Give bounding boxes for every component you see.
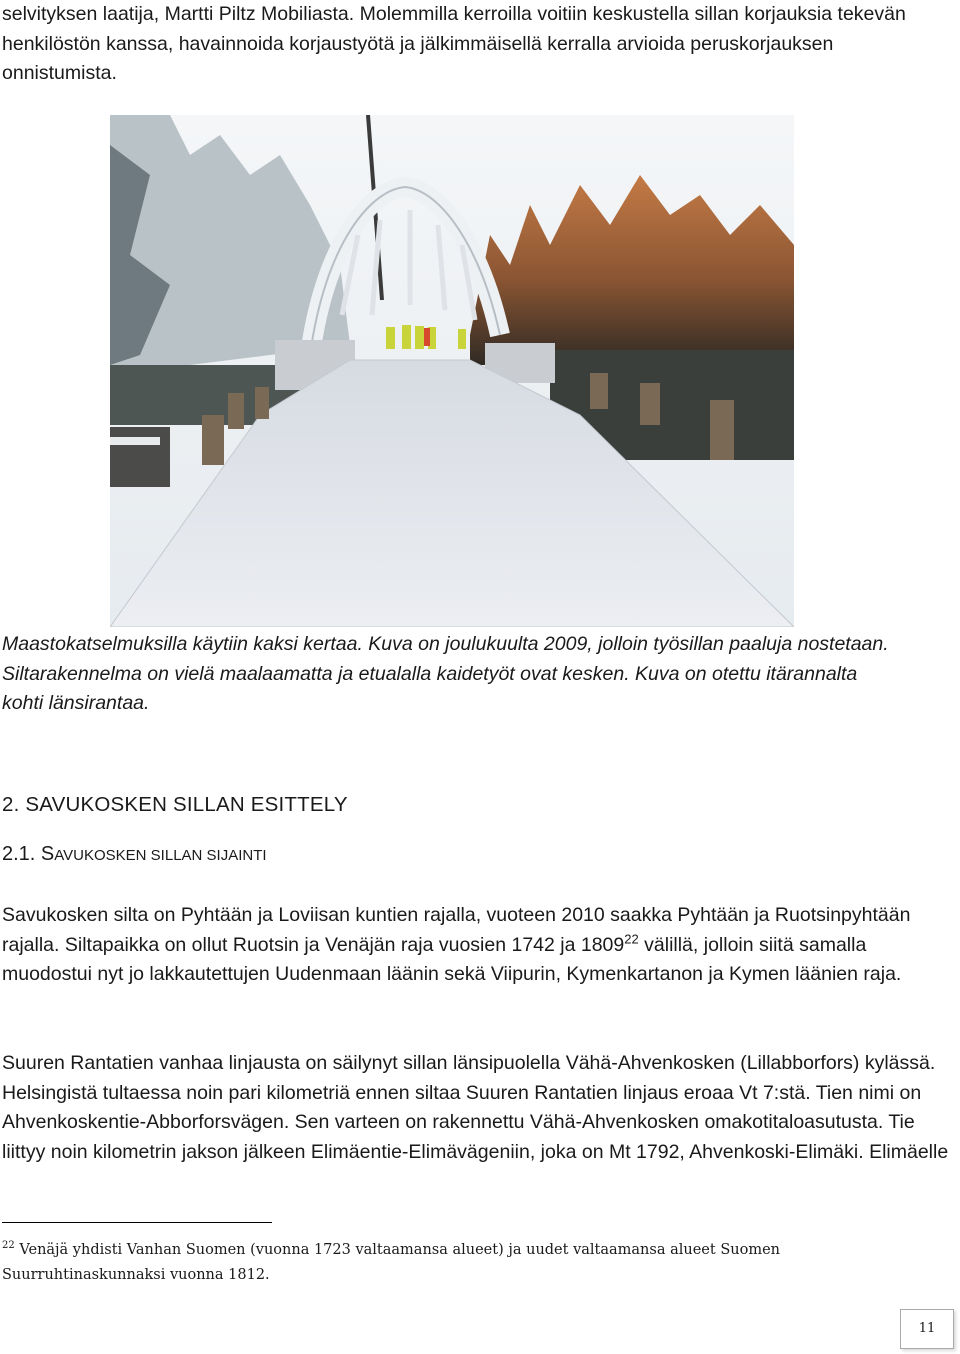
paragraph-road-history: Suuren Rantatien vanhaa linjausta on säilynyt sillan länsipuolella Vähä-Ahvenkosken (Lillabborfors) kylässä. Helsingistä tultaessa noin pari kilometriä ennen siltaa Suuren Rantatien linjaus eroaa Vt 7:stä. Tien nimi on Ahvenkoskentie-Abborforsvägen. Sen varteen on rakennettu Vähä-Ahvenkosken omakotitaloasutusta. Tie liittyy noin kilometrin jakson jälkeen Elimäentie-Elimävägeniin, joka on Mt 1792, Ahvenkoski-Elimäki. Elimäelle	[2, 1052, 949, 1163]
subsection-title: AVUKOSKEN SILLAN SIJAINTI	[54, 847, 267, 864]
section-heading: 2. SAVUKOSKEN SILLAN ESITTELY	[2, 793, 348, 816]
bridge-photo	[110, 115, 794, 627]
footnote	[2, 1233, 902, 1288]
figure-caption: Maastokatselmuksilla käytiin kaksi kertaa. Kuva on joulukuulta 2009, jolloin työsillan paaluja nostetaan. Siltarakennelma on vielä maalaamatta ja etualalla kaidetyöt ovat kesken. Kuva on otettu itärannalta kohti länsirantaa.	[2, 633, 889, 714]
paragraph-location-text-continued: välillä, jolloin siitä samalla muodostui nyt jo lakkautettujen Uudenmaan läänin sekä Viipurin, Kymenkartanon ja Kymen läänien raja.	[2, 933, 902, 985]
footnote-text: Venäjä yhdisti Vanhan Suomen (vuonna 1723 valtaamansa alueet) ja uudet valtaamansa alueet Suomen Suurruhtinaskunnaksi vuonna 1812.	[2, 1241, 780, 1283]
footnote-divider	[2, 1222, 272, 1223]
paragraph-location-text: Savukosken silta on Pyhtään ja Loviisan kuntien rajalla, vuoteen 2010 saakka Pyhtään ja Ruotsinpyhtään rajalla. Siltapaikka on ollut Ruotsin ja Venäjän raja vuosien 1742 ja 1809	[2, 904, 911, 956]
footnote-number: 22	[2, 1240, 15, 1251]
footnote-reference[interactable]: 22	[624, 931, 639, 946]
subsection-number: 2.1. S	[2, 843, 55, 865]
paragraph-location	[2, 901, 952, 990]
subsection-heading	[2, 843, 267, 866]
intro-paragraph: selvityksen laatija, Martti Piltz Mobiliasta. Molemmilla kerroilla voitiin keskustella sillan korjauksia tekevän henkilöstön kanssa, havainnoida korjaustyötä ja jälkimmäisellä kerralla arvioida peruskorjauksen onnistumista.	[2, 3, 906, 84]
page-number: 11	[900, 1309, 954, 1349]
